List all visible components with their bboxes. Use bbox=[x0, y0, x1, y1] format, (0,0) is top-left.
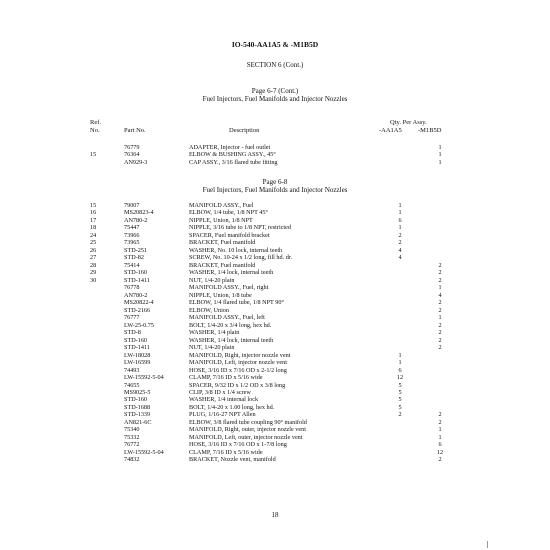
col-part-no: Part No. bbox=[124, 127, 146, 134]
description-cell: WASHER, 1/4 plain bbox=[189, 329, 240, 337]
part-no-cell: STD-1339 bbox=[124, 411, 151, 419]
description-cell: MANIFOLD ASSY., Fuel, right bbox=[189, 284, 269, 292]
description-cell: NIPPLE, Union, 1/8 tube bbox=[189, 291, 252, 299]
page-number: 18 bbox=[271, 511, 279, 519]
qty-aa1a5-cell: 2 bbox=[398, 231, 402, 239]
description-cell: CLAMP, 7/16 ID x 5/16 wide bbox=[189, 374, 263, 382]
qty-m1b5d-cell: 2 bbox=[438, 336, 442, 344]
table-row bbox=[0, 284, 550, 291]
description-cell: NUT, 1/4-20 plain bbox=[189, 276, 235, 284]
qty-aa1a5-cell: 1 bbox=[398, 224, 402, 232]
table-row bbox=[0, 217, 550, 224]
part-no-cell: MS9025-5 bbox=[124, 389, 151, 396]
table-row bbox=[0, 159, 550, 166]
part-no-cell: 76772 bbox=[124, 441, 140, 449]
description-cell: WASHER, 1/4 lock, internal teeth bbox=[189, 269, 274, 277]
table-row bbox=[0, 367, 550, 374]
col-qty-per-assy: Qty. Per Assy. bbox=[390, 119, 427, 126]
description-cell: BRACKET, Fuel manifold bbox=[189, 261, 256, 269]
table-row bbox=[0, 232, 550, 239]
qty-aa1a5-cell: 1 bbox=[398, 351, 402, 359]
part-no-cell: STD-1688 bbox=[124, 403, 151, 411]
part-no-cell: AN780-2 bbox=[124, 291, 148, 299]
part-no-cell: STD-1411 bbox=[124, 276, 150, 284]
part-no-cell: MS20823-4 bbox=[124, 209, 154, 217]
part-no-cell: 79007 bbox=[124, 202, 140, 209]
table-row bbox=[0, 202, 550, 209]
description-cell: NUT, 1/4-20 plain bbox=[189, 344, 235, 352]
qty-m1b5d-cell: 1 bbox=[438, 426, 442, 434]
description-cell: HOSE, 3/16 ID x 7/16 OD x 1-7/8 long bbox=[189, 441, 287, 449]
table-row bbox=[0, 411, 550, 418]
col-qty-aa1a5: -AA1A5 bbox=[379, 127, 402, 134]
qty-aa1a5-cell: 1 bbox=[398, 202, 402, 209]
part-no-cell: 73965 bbox=[124, 239, 140, 247]
table-row bbox=[0, 389, 550, 396]
qty-m1b5d-cell: 2 bbox=[438, 411, 442, 419]
ref-cell: 17 bbox=[90, 216, 97, 224]
table-row bbox=[0, 456, 550, 463]
table-row bbox=[0, 329, 550, 336]
qty-aa1a5-cell: 5 bbox=[398, 389, 402, 396]
description-cell: HOSE, 3/16 ID x 7/16 OD x 2-1/2 long bbox=[189, 366, 287, 374]
description-cell: CLAMP, 7/16 ID x 5/16 wide bbox=[189, 448, 263, 456]
part-no-cell: 75414 bbox=[124, 261, 140, 269]
qty-aa1a5-cell: 6 bbox=[398, 366, 402, 374]
table-row bbox=[0, 299, 550, 306]
page-6-7-subtitle: Fuel Injectors, Fuel Manifolds and Injector Nozzles bbox=[202, 95, 348, 103]
qty-m1b5d-cell: 1 bbox=[438, 314, 442, 322]
table-row bbox=[0, 314, 550, 321]
ref-cell: 28 bbox=[90, 261, 97, 269]
ref-cell: 16 bbox=[90, 209, 97, 217]
description-cell: NIPPLE, 3/16 tube to 1/8 NPT, restricted bbox=[189, 224, 291, 232]
table-row bbox=[0, 404, 550, 411]
table-row bbox=[0, 322, 550, 329]
col-qty-m1b5d: -M1B5D bbox=[418, 127, 442, 134]
document-title: IO-540-AA1A5 & -M1B5D bbox=[231, 40, 319, 49]
section-heading: SECTION 6 (Cont.) bbox=[246, 61, 304, 69]
table-row bbox=[0, 434, 550, 441]
part-no-cell: LW-15592-5-04 bbox=[124, 374, 164, 382]
description-cell: MANIFOLD, Left, outer, injector nozzle vent bbox=[189, 433, 303, 441]
part-no-cell: STD-160 bbox=[124, 269, 148, 277]
qty-m1b5d-cell: 2 bbox=[438, 261, 442, 269]
col-ref-line1: Ref. bbox=[90, 119, 102, 126]
description-cell: WASHER, 1/4 internal lock bbox=[189, 396, 259, 404]
part-no-cell: 74493 bbox=[124, 366, 140, 374]
part-no-cell: LW-16599 bbox=[124, 359, 151, 367]
part-no-cell: 76779 bbox=[124, 144, 140, 151]
part-no-cell: AN780-2 bbox=[124, 216, 148, 224]
part-no-cell: LW-18028 bbox=[124, 351, 151, 359]
table-row bbox=[0, 262, 550, 269]
part-no-cell: STD-8 bbox=[124, 329, 141, 337]
qty-aa1a5-cell: 5 bbox=[398, 403, 402, 411]
part-no-cell: STD-160 bbox=[124, 396, 148, 404]
page-6-8-subtitle: Fuel Injectors, Fuel Manifolds and Injector Nozzles bbox=[202, 186, 348, 194]
description-cell: CLIP, 3/8 ID x 1/4 screw bbox=[189, 389, 251, 396]
table-row bbox=[0, 239, 550, 246]
part-no-cell: AN821-6C bbox=[124, 418, 152, 426]
description-cell: ELBOW, 1/4 tube, 1/8 NPT 45° bbox=[189, 209, 268, 217]
part-no-cell: 76364 bbox=[124, 151, 140, 159]
description-cell: MANIFOLD ASSY., Fuel bbox=[189, 202, 254, 209]
ref-cell: 25 bbox=[90, 239, 97, 247]
table-row bbox=[0, 426, 550, 433]
qty-aa1a5-cell: 5 bbox=[398, 381, 402, 389]
table-row bbox=[0, 144, 550, 151]
qty-m1b5d-cell: 2 bbox=[438, 299, 442, 307]
description-cell: CAP ASSY., 3/16 flared tube fitting bbox=[189, 158, 278, 166]
description-cell: WASHER, 1/4 lock, internal teeth bbox=[189, 336, 274, 344]
table-row bbox=[0, 441, 550, 448]
qty-m1b5d-cell: 1 bbox=[438, 151, 442, 159]
description-cell: ELBOW & BUSHING ASSY., 45° bbox=[189, 151, 276, 159]
part-no-cell: 75332 bbox=[124, 433, 140, 441]
part-no-cell: AN929-3 bbox=[124, 158, 148, 166]
table-row bbox=[0, 307, 550, 314]
description-cell: SPACER, Fuel manifold bracket bbox=[189, 231, 270, 239]
ref-cell: 29 bbox=[90, 269, 97, 277]
qty-m1b5d-cell: 1 bbox=[438, 144, 442, 151]
description-cell: MANIFOLD, Left, injector nozzle vent bbox=[189, 359, 287, 367]
table-row bbox=[0, 344, 550, 351]
qty-m1b5d-cell: 1 bbox=[438, 284, 442, 292]
part-no-cell: 74655 bbox=[124, 381, 140, 389]
qty-m1b5d-cell: 2 bbox=[438, 456, 442, 464]
qty-m1b5d-cell: 2 bbox=[438, 344, 442, 352]
qty-m1b5d-cell: 2 bbox=[438, 321, 442, 329]
description-cell: WASHER, No. 10 lock, internal teeth bbox=[189, 246, 283, 254]
qty-m1b5d-cell: 4 bbox=[438, 291, 442, 299]
qty-aa1a5-cell: 2 bbox=[398, 239, 402, 247]
description-cell: SPACER, 9/32 ID x 1/2 OD x 3/8 long bbox=[189, 381, 286, 389]
col-ref-line2: No. bbox=[90, 127, 100, 134]
description-cell: BRACKET, Fuel manifold bbox=[189, 239, 256, 247]
table-row bbox=[0, 449, 550, 456]
part-no-cell: MS20822-4 bbox=[124, 299, 154, 307]
qty-aa1a5-cell: 5 bbox=[398, 396, 402, 404]
table-row bbox=[0, 419, 550, 426]
table-row bbox=[0, 254, 550, 261]
description-cell: MANIFOLD, Right, injector nozzle vent bbox=[189, 351, 291, 359]
qty-m1b5d-cell: 12 bbox=[436, 448, 444, 456]
table-row bbox=[0, 382, 550, 389]
table-row bbox=[0, 352, 550, 359]
table-row bbox=[0, 374, 550, 381]
part-no-cell: 76777 bbox=[124, 314, 140, 322]
part-no-cell: STD-251 bbox=[124, 246, 148, 254]
part-no-cell: 75340 bbox=[124, 426, 140, 434]
page-6-8-title: Page 6-8 bbox=[262, 178, 288, 186]
qty-m1b5d-cell: 2 bbox=[438, 276, 442, 284]
part-no-cell: LW-15592-5-04 bbox=[124, 448, 164, 456]
table-row bbox=[0, 292, 550, 299]
ref-cell: 24 bbox=[90, 231, 97, 239]
qty-aa1a5-cell: 12 bbox=[396, 374, 404, 382]
qty-aa1a5-cell: 4 bbox=[398, 246, 402, 254]
qty-aa1a5-cell: 1 bbox=[398, 209, 402, 217]
description-cell: BOLT, 1/4-20 x 3/4 long, hex hd. bbox=[189, 321, 272, 329]
description-cell: SCREW, No. 10-24 x 1/2 long, fill hd. dr. bbox=[189, 254, 293, 262]
qty-m1b5d-cell: 2 bbox=[438, 329, 442, 337]
table-row bbox=[0, 224, 550, 231]
part-no-cell: STD-1411 bbox=[124, 344, 150, 352]
ref-cell: 27 bbox=[90, 254, 97, 262]
ref-cell: 18 bbox=[90, 224, 97, 232]
qty-m1b5d-cell: 2 bbox=[438, 418, 442, 426]
ref-cell: 26 bbox=[90, 246, 97, 254]
table-row bbox=[0, 247, 550, 254]
table-row bbox=[0, 269, 550, 276]
qty-m1b5d-cell: 1 bbox=[438, 433, 442, 441]
qty-aa1a5-cell: 4 bbox=[398, 254, 402, 262]
qty-aa1a5-cell: 1 bbox=[398, 359, 402, 367]
col-description: Description bbox=[229, 127, 260, 134]
qty-aa1a5-cell: 6 bbox=[398, 216, 402, 224]
qty-m1b5d-cell: 2 bbox=[438, 306, 442, 314]
description-cell: ADAPTER, Injector - fuel outlet bbox=[189, 144, 271, 151]
qty-aa1a5-cell: 2 bbox=[398, 411, 402, 419]
page-6-7-title: Page 6-7 (Cont.) bbox=[251, 87, 299, 95]
description-cell: PLUG, 1/16-27 NPT Allen bbox=[189, 411, 256, 419]
description-cell: ELBOW, 3/8 flared tube coupling 90° manifold bbox=[189, 418, 307, 426]
part-no-cell: 73966 bbox=[124, 231, 140, 239]
table-row bbox=[0, 209, 550, 216]
qty-m1b5d-cell: 1 bbox=[438, 158, 442, 166]
table-row bbox=[0, 337, 550, 344]
description-cell: MANIFOLD, Right, outer, injector nozzle vent bbox=[189, 426, 306, 434]
edge-mark bbox=[487, 541, 488, 548]
ref-cell: 15 bbox=[90, 202, 97, 209]
description-cell: NIPPLE, Union, 1/8 NPT bbox=[189, 216, 253, 224]
description-cell: ELBOW, 1/4 flared tube, 1/8 NPT 90° bbox=[189, 299, 284, 307]
description-cell: ELBOW, Union bbox=[189, 306, 229, 314]
part-no-cell: LW-25-0.75 bbox=[124, 321, 154, 329]
qty-m1b5d-cell: 6 bbox=[438, 441, 442, 449]
ref-cell: 30 bbox=[90, 276, 97, 284]
qty-m1b5d-cell: 2 bbox=[438, 269, 442, 277]
table-row bbox=[0, 151, 550, 158]
table-row bbox=[0, 359, 550, 366]
table-row bbox=[0, 396, 550, 403]
part-no-cell: 74832 bbox=[124, 456, 140, 464]
description-cell: BOLT, 1/4-20 x 1.00 long, hex hd. bbox=[189, 403, 275, 411]
part-no-cell: 76778 bbox=[124, 284, 140, 292]
description-cell: BRACKET, Nozzle vent, manifold bbox=[189, 456, 276, 464]
part-no-cell: STD-160 bbox=[124, 336, 148, 344]
ref-cell: 15 bbox=[90, 151, 97, 159]
part-no-cell: 75447 bbox=[124, 224, 140, 232]
part-no-cell: STD-2166 bbox=[124, 306, 151, 314]
part-no-cell: STD-82 bbox=[124, 254, 144, 262]
table-row bbox=[0, 277, 550, 284]
description-cell: MANIFOLD ASSY., Fuel, left bbox=[189, 314, 265, 322]
